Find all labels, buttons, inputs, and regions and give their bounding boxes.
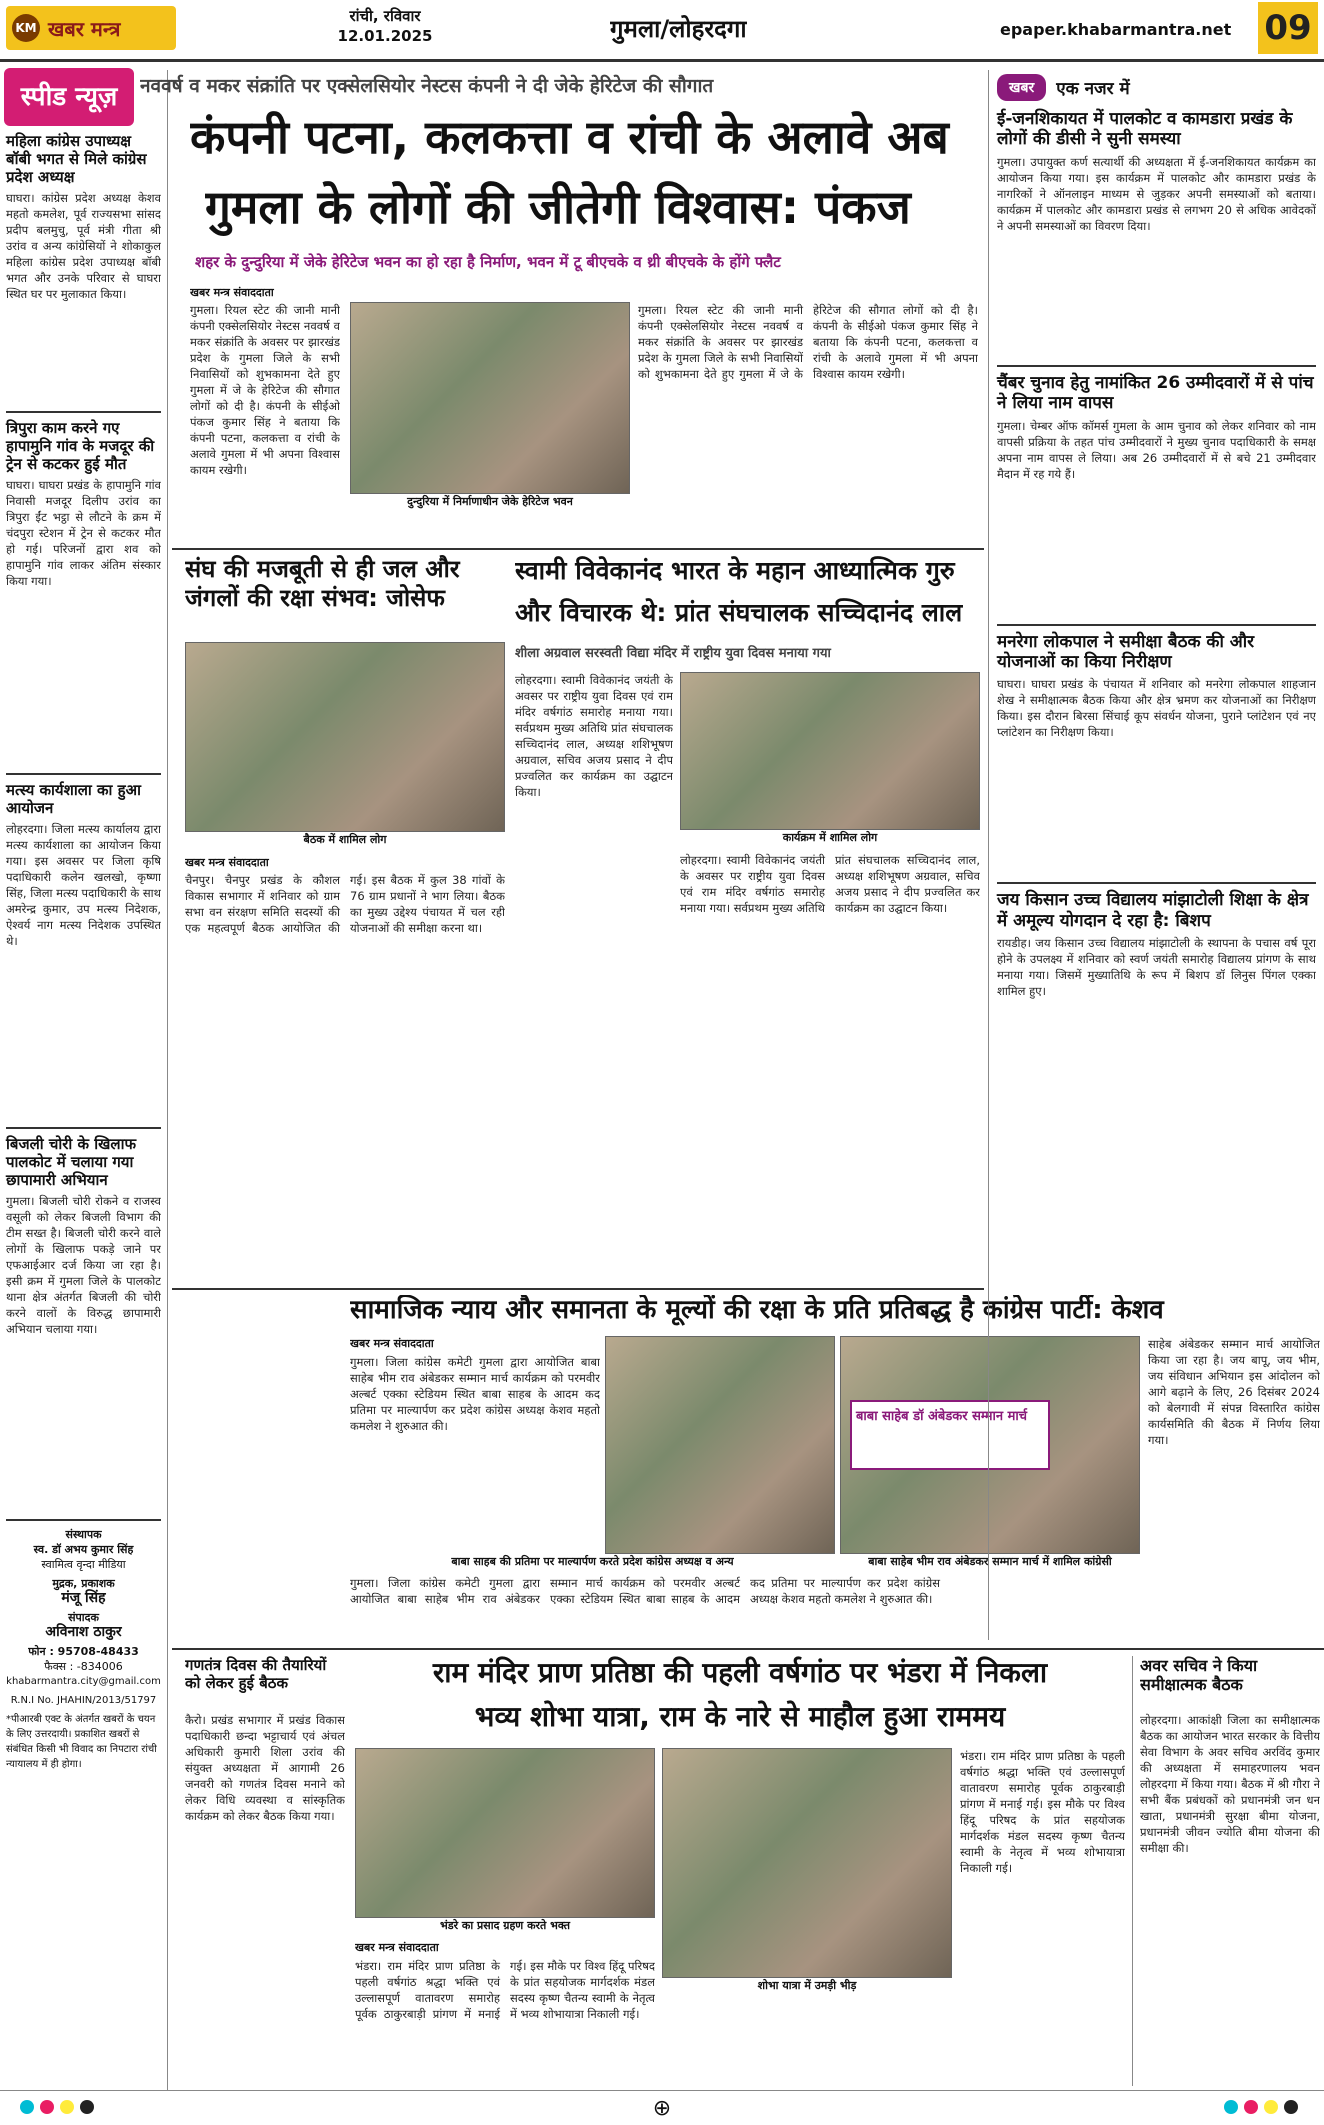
story-forest-photo (185, 642, 505, 832)
lead-headline-line-2[interactable]: गुमला के लोगों की जीतेगी विश्वास: पंकज (205, 180, 911, 234)
story-rammandir-dateline: खबर मन्त्र संवाददाता (355, 1941, 439, 1954)
story-vivekananda-headline-1[interactable]: स्वामी विवेकानंद भारत के महान आध्यात्मिक गुरु (515, 556, 955, 585)
story-vivekananda-subhead: शीला अग्रवाल सरस्वती विद्या मंदिर में राष्ट्रीय युवा दिवस मनाया गया (515, 646, 831, 661)
left-story-1-title[interactable]: महिला कांग्रेस उपाध्यक्ष बॉबी भगत से मिले कांग्रेस प्रदेश अध्यक्ष (6, 132, 147, 186)
story-congress-caption-2: बाबा साहेब भीम राव अंबेडकर सम्मान मार्च में शामिल कांग्रेसी (840, 1554, 1140, 1572)
story-rammandir-caption-1: भंडरे का प्रसाद ग्रहण करते भक्त (355, 1918, 655, 1936)
story-republic-body: कैरो। प्रखंड सभागार में प्रखंड विकास पदाधिकारी छन्दा भट्टाचार्य एवं अंचल अधिकारी कुमारी शिला उरांव की संयुक्त अध्यक्षता में आगामी 26 जनवरी को गणतंत्र दिवस मनाने को लेकर विधि व्यवस्था व सांस्कृतिक कार्यक्रम को लेकर बैठक किया गया। (185, 1713, 345, 1823)
story-vivekananda-body: लोहरदगा। स्वामी विवेकानंद जयंती के अवसर पर राष्ट्रीय युवा दिवस एवं राम मंदिर वर्षगांठ समारोह मनाया गया। सर्वप्रथम मुख्य अतिथि प्रांत संघचालक सच्चिदानंद लाल, अध्यक्ष शशिभूषण अग्रवाल, सचिव अजय प्रसाद ने दीप प्रज्वलित कर कार्यक्रम का उद्घाटन किया। (515, 673, 673, 799)
tag-khabar: खबर (997, 74, 1046, 101)
lead-body: गुमला। रियल स्टेट की जानी मानी कंपनी एक्सेलसियोर नेस्टस नववर्ष व मकर संक्रांति के अवसर पर झारखंड प्रदेश के गुमला जिले के सभी निवासियों को शुभकामना देते हुए गुमला में जे के हेरिटेज की सौगात लोगों को दी है। कंपनी के सीईओ पंकज कुमार सिंह ने बताया कि कंपनी पटना, कलकत्ता व रांची के अलावे गुमला में भी अपना विश्वास कायम रखेगी। (190, 303, 340, 477)
divider (6, 1519, 161, 1521)
story-republic-title[interactable]: गणतंत्र दिवस की तैयारियों को लेकर हुई बैठक (185, 1656, 327, 1692)
story-congress-photo-1 (605, 1336, 835, 1554)
imprint-printer-label: मुद्रक, प्रकाशक (52, 1577, 115, 1590)
story-vivekananda-body-cont: लोहरदगा। स्वामी विवेकानंद जयंती के अवसर पर राष्ट्रीय युवा दिवस एवं राम मंदिर वर्षगांठ समारोह मनाया गया। सर्वप्रथम मुख्य अतिथि प्रांत संघचालक सच्चिदानंद लाल, अध्यक्ष शशिभूषण अग्रवाल, सचिव अजय प्रसाद ने दीप प्रज्वलित कर कार्यक्रम का उद्घाटन किया। (680, 853, 980, 915)
divider (6, 773, 161, 775)
masthead (0, 0, 1324, 62)
dateline-block (330, 6, 440, 46)
epaper-url[interactable]: epaper.khabarmantra.net (1000, 20, 1232, 39)
story-rammandir-caption-2: शोभा यात्रा में उमड़ी भीड़ (662, 1978, 952, 1996)
divider (172, 548, 984, 550)
brand-mark-icon: KM (12, 14, 40, 42)
story-rammandir-body-cont: भंडरा। राम मंदिर प्राण प्रतिष्ठा के पहली वर्षगांठ श्रद्धा भक्ति एवं उल्लासपूर्ण वातावरण समारोह पूर्वक ठाकुरबाड़ी प्रांगण में मनाई गई। इस मौके पर विश्व हिंदू परिषद के प्रांत सहयोजक मार्गदर्शक मंडल सदस्य कृष्ण चैतन्य स्वामी के नेतृत्व में भव्य शोभायात्रा निकाली गई। (960, 1749, 1125, 1875)
lead-photo (350, 302, 630, 494)
imprint-rni: R.N.I No. JHAHIN/2013/51797 (10, 1695, 157, 1706)
right-story-2-title[interactable]: चैंबर चुनाव हेतु नामांकित 26 उम्मीदवारों में से पांच ने लिया नाम वापस (997, 372, 1314, 414)
imprint-editor-label: संपादक (68, 1611, 99, 1624)
story-congress-headline[interactable]: सामाजिक न्याय और समानता के मूल्यों की रक्षा के प्रति प्रतिबद्ध है कांग्रेस पार्टी: केशव (350, 1295, 1164, 1325)
right-story-4-body: रायडीह। जय किसान उच्च विद्यालय मांझाटोली के स्थापना के पचास वर्ष पूरा होने के उपलक्ष्य में शनिवार को स्वर्ण जयंती समारोह विद्यालय प्रांगण के साथ मनाया गया। जिसमें मुख्यातिथि के रूप में बिशप डॉ लिनुस पिंगल एक्का शामिल हुए। (997, 936, 1316, 999)
right-story-1-body: गुमला। उपायुक्त कर्ण सत्यार्थी की अध्यक्षता में ई-जनशिकायत कार्यक्रम का आयोजन किया गया। इस कार्यक्रम में पालकोट और कामडारा प्रखंड के नागरिकों ने ऑनलाइन माध्यम से जुड़कर अपनी समस्याओं को बताया। कार्यक्रम में पालकोट और कामडारा प्रखंड से लगभग 20 से अधिक आवेदकों ने अपनी समस्याओं का विवरण दिया। (997, 154, 1316, 233)
divider (997, 882, 1316, 884)
divider (997, 624, 1316, 626)
left-story-3-body: लोहरदगा। जिला मत्स्य कार्यालय द्वारा मत्स्य कार्यशाला का आयोजन किया गया। इस अवसर पर जिला कृषि पदाधिकारी कलेन खलखो, कृष्णा सिंह, जिला मत्स्य पदाधिकारी के साथ अमरेन्द्र कुमार, उप मत्स्य निदेशक, ऐश्वर्य नाग मत्स्य निदेशक उपस्थित थे। (6, 822, 161, 948)
story-rammandir-photo-2 (662, 1748, 952, 1978)
story-vivekananda-caption: कार्यक्रम में शामिल लोग (680, 830, 980, 848)
brand-name: खबर मन्त्र (48, 16, 121, 41)
story-vivekananda-headline-2[interactable]: और विचारक थे: प्रांत संघचालक सच्चिदानंद लाल (515, 598, 963, 627)
registration-dots-left (20, 2099, 100, 2118)
imprint-owner: स्वामित्व वृन्दा मीडिया (41, 1558, 126, 1571)
story-forest-dateline: खबर मन्त्र संवाददाता (185, 856, 269, 869)
left-column (0, 70, 168, 2090)
imprint-note: *पीआरबी एक्ट के अंतर्गत खबरों के चयन के लिए उत्तरदायी। प्रकाशित खबरों से संबंधित किसी भी विवाद का निपटारा रांची न्यायालय में ही होगा। (6, 1714, 157, 1770)
imprint-printer: मंजू सिंह (61, 1590, 106, 1606)
ambedkar-march-banner: बाबा साहेब डॉ अंबेडकर सम्मान मार्च (850, 1400, 1050, 1470)
page-number: 09 (1258, 2, 1318, 54)
brand-logo (6, 6, 176, 50)
page-footer (0, 2090, 1324, 2125)
story-vivekananda-photo (680, 672, 980, 830)
lead-dateline: खबर मन्त्र संवाददाता (190, 286, 274, 299)
imprint-label: संस्थापक (65, 1528, 102, 1541)
right-story-3-title[interactable]: मनरेगा लोकपाल ने समीक्षा बैठक की और योजनाओं का किया निरीक्षण (997, 631, 1255, 672)
story-forest-caption: बैठक में शामिल लोग (185, 832, 505, 850)
story-congress-body: गुमला। जिला कांग्रेस कमेटी गुमला द्वारा आयोजित बाबा साहेब भीम राव अंबेडकर सम्मान मार्च कार्यक्रम को परमवीर अल्बर्ट एक्का स्टेडियम स्थित बाबा साहब के आदम कद प्रतिमा पर माल्यार्पण कर प्रदेश कांग्रेस अध्यक्ष केशव महतो कमलेश ने शुरुआत की। (350, 1355, 600, 1433)
lead-photo-caption: दुन्दुरिया में निर्माणाधीन जेके हेरिटेज भवन (350, 494, 630, 512)
story-rammandir-body: भंडरा। राम मंदिर प्राण प्रतिष्ठा के पहली वर्षगांठ श्रद्धा भक्ति एवं उल्लासपूर्ण वातावरण समारोह पूर्वक ठाकुरबाड़ी प्रांगण में मनाई गई। इस मौके पर विश्व हिंदू परिषद के प्रांत सहयोजक मार्गदर्शक मंडल सदस्य कृष्ण चैतन्य स्वामी के नेतृत्व में भव्य शोभायात्रा निकाली गई। (355, 1959, 655, 2021)
divider (172, 1648, 1324, 1650)
ek-nazar-header (997, 74, 1316, 101)
crosshair-icon: ⊕ (652, 2095, 672, 2121)
right-story-5-body: साहेब अंबेडकर सम्मान मार्च आयोजित किया जा रहा है। जय बापू, जय भीम, जय संविधान अभियान इस आंदोलन को आगे बढ़ाने के लिए, 26 दिसंबर 2024 को बेलगावी में संपन्न विस्तारित कांग्रेस कार्यसमिति की बैठक में निर्णय लिया गया। (1148, 1337, 1320, 1447)
right-story-6-body: लोहरदगा। आकांक्षी जिला का समीक्षात्मक बैठक का आयोजन भारत सरकार के वित्तीय सेवा विभाग के अवर सचिव अरविंद कुमार की अध्यक्षता में समाहरणालय भवन लोहरदगा में किया गया। बैठक में श्री गौरा ने सभी बैंक प्रबंधकों को प्रधानमंत्री जन धन खाता, प्रधानमंत्री सुरक्षा बीमा योजना, प्रधानमंत्री जीवन ज्योति बीमा योजना की समीक्षा की। (1140, 1713, 1320, 1855)
left-story-2-body: घाघरा। घाघरा प्रखंड के हापामुनि गांव निवासी मजदूर दिलीप उरांव का त्रिपुरा ईंट भट्ठा से लौटने के क्रम में चंदपुरा स्टेशन में ट्रेन से कटकर मौत हो गई। परिजनों द्वारा शव को हापामुनि गांव लाकर अंतिम संस्कार किया गया। (6, 478, 161, 588)
divider (997, 365, 1316, 367)
story-forest-headline[interactable]: संघ की मजबूती से ही जल और जंगलों की रक्षा संभव: जोसेफ (185, 555, 460, 612)
right-story-4-title[interactable]: जय किसान उच्च विद्यालय मांझाटोली शिक्षा के क्षेत्र में अमूल्य योगदान दे रहा है: बिशप (997, 890, 1309, 931)
story-congress-dateline: खबर मन्त्र संवाददाता (350, 1337, 434, 1350)
left-story-3-title[interactable]: मत्स्य कार्यशाला का हुआ आयोजन (6, 781, 141, 817)
imprint-phone: फोन : 95708-48433 (28, 1645, 139, 1658)
right-story-1-title[interactable]: ई-जनशिकायत में पालकोट व कामडारा प्रखंड के लोगों की डीसी ने सुनी समस्या (997, 109, 1293, 150)
imprint-box (6, 1527, 161, 1772)
story-rammandir-headline-2[interactable]: भव्य शोभा यात्रा, राम के नारे से माहौल हुआ राममय (474, 1700, 1006, 1733)
left-story-1-body: घाघरा। कांग्रेस प्रदेश अध्यक्ष केशव महतो कमलेश, पूर्व राज्यसभा सांसद प्रदीप बलमुचु, पूर्व मंत्री गीता श्री उरांव व अन्य कांग्रेसियों ने शोकाकुल महिला कांग्रेस प्रदेश उपाध्यक्ष बॉबी भगत और उनके परिवार से घाघरा स्थित घर पर मुलाकात किया। (6, 191, 161, 301)
imprint-email[interactable]: khabarmantra.city@gmail.com (6, 1676, 161, 1687)
tag-title: एक नजर में (1056, 79, 1130, 99)
imprint-fax: फैक्स : -834006 (44, 1660, 123, 1673)
lead-subhead: शहर के दुन्दुरिया में जेके हेरिटेज भवन का हो रहा है निर्माण, भवन में टू बीएचके व थ्री बीएचके के होंगे फ्लैट (195, 253, 781, 271)
divider (6, 1127, 161, 1129)
divider (1132, 1656, 1133, 2086)
imprint-editor: अविनाश ठाकुर (45, 1624, 122, 1640)
story-forest-body: चैनपुर। चैनपुर प्रखंड के कौशल विकास सभागार में शनिवार को ग्राम सभा वन संरक्षण समिति सदस्यों की एक महत्वपूर्ण बैठक आयोजित की गई। इस बैठक में कुल 38 गांवों के 76 ग्राम प्रधानों ने भाग लिया। बैठक का मुख्य उद्देश्य पंचायत में चल रही योजनाओं की समीक्षा करना था। (185, 873, 505, 935)
imprint-founder: स्व. डॉ अभय कुमार सिंह (33, 1543, 134, 1556)
right-story-2-body: गुमला। चेम्बर ऑफ कॉमर्स गुमला के आम चुनाव को लेकर शनिवार को नाम वापसी प्रक्रिया के तहत पांच उम्मीदवारों ने मुख्य चुनाव पदाधिकारी के समक्ष अपना नाम वापस ले लिया। अब 26 उम्मीदवारों में से बचे 21 उम्मीदवार मैदान में रह गये हैं। (997, 418, 1316, 481)
lead-kicker: नववर्ष व मकर संक्रांति पर एक्सेलसियोर नेस्टस कंपनी ने दी जेके हेरिटेज की सौगात (140, 75, 714, 97)
lead-headline-line-1[interactable]: कंपनी पटना, कलकत्ता व रांची के अलावे अब (190, 110, 949, 164)
story-rammandir-headline-1[interactable]: राम मंदिर प्राण प्रतिष्ठा की पहली वर्षगांठ पर भंडरा में निकला (432, 1656, 1048, 1689)
divider (6, 411, 161, 413)
section-title: गुमला/लोहरदगा (610, 15, 747, 43)
edition-date: 12.01.2025 (337, 27, 433, 45)
story-rammandir-photo-1 (355, 1748, 655, 1918)
speed-news-badge: स्पीड न्यूज़ (4, 68, 134, 126)
left-story-4-title[interactable]: बिजली चोरी के खिलाफ पालकोट में चलाया गया छापामारी अभियान (6, 1135, 137, 1189)
story-congress-caption-1: बाबा साहब की प्रतिमा पर माल्यार्पण करते प्रदेश कांग्रेस अध्यक्ष व अन्य (350, 1554, 835, 1572)
left-story-2-title[interactable]: त्रिपुरा काम करने गए हापामुनि गांव के मजदूर की ट्रेन से कटकर हुई मौत (6, 419, 155, 473)
lead-body-columns: गुमला। रियल स्टेट की जानी मानी कंपनी एक्सेलसियोर नेस्टस नववर्ष व मकर संक्रांति के अवसर पर झारखंड प्रदेश के गुमला जिले के सभी निवासियों को शुभकामना देते हुए गुमला में जे के हेरिटेज की सौगात लोगों को दी है। कंपनी के सीईओ पंकज कुमार सिंह ने बताया कि कंपनी पटना, कलकत्ता व रांची के अलावे गुमला में भी अपना विश्वास कायम रखेगी। (638, 303, 978, 381)
right-story-6-title[interactable]: अवर सचिव ने किया समीक्षात्मक बैठक (1140, 1656, 1258, 1695)
registration-dots-right (1224, 2099, 1304, 2118)
story-congress-body-cont: गुमला। जिला कांग्रेस कमेटी गुमला द्वारा आयोजित बाबा साहेब भीम राव अंबेडकर सम्मान मार्च कार्यक्रम को परमवीर अल्बर्ट एक्का स्टेडियम स्थित बाबा साहब के आदम कद प्रतिमा पर माल्यार्पण कर प्रदेश कांग्रेस अध्यक्ष केशव महतो कमलेश ने शुरुआत की। (350, 1576, 940, 1606)
right-story-3-body: घाघरा। घाघरा प्रखंड के पंचायत में शनिवार को मनरेगा लोकपाल शाहजान शेख ने समीक्षात्मक बैठक किया और क्षेत्र भ्रमण कर योजनाओं का निरीक्षण किया। इस दौरान बिरसा सिंचाई कूप संवर्धन योजना, पुराने प्लांटेशन एवं नए प्लांटेशन का निरीक्षण किया। (997, 677, 1316, 740)
left-story-4-body: गुमला। बिजली चोरी रोकने व राजस्व वसूली को लेकर बिजली विभाग की टीम सख्त है। बिजली चोरी करने वाले लोगों के खिलाफ पकड़े जाने पर एफआईआर दर्ज किया जा रहा है। इसी क्रम में गुमला जिले के पालकोट थाना क्षेत्र अंतर्गत बिजली की चोरी करने वालों के विरुद्ध छापामारी अभियान चलाया गया। (6, 1194, 161, 1336)
edition-city: रांची, रविवार (349, 7, 421, 25)
divider (172, 1288, 984, 1290)
